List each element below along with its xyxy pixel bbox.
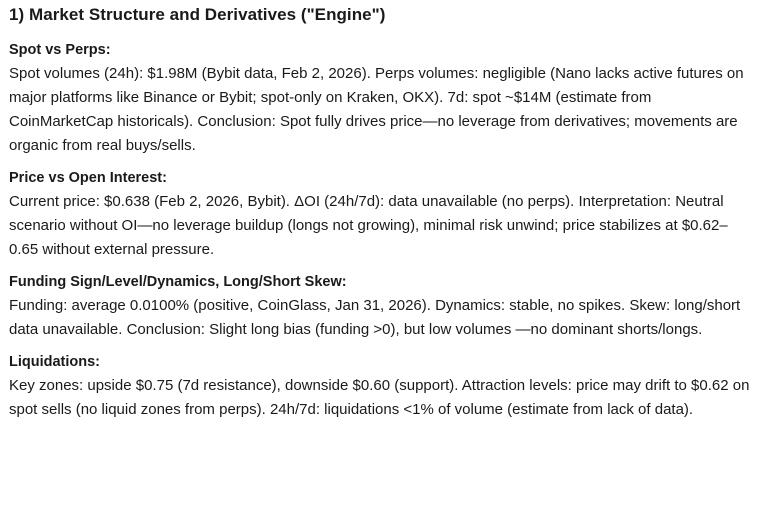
section-body: Funding: average 0.0100% (positive, CoinGlass, Jan 31, 2026). Dynamics: stable, no spikes. Skew: long/short data unavailable. Conclusion: Slight long bias (funding >0), but low volumes —no dominant shorts/longs. — [9, 297, 741, 338]
section-heading: Price vs Open Interest: — [9, 170, 167, 186]
section-funding — [9, 273, 756, 342]
section-liquidations — [9, 353, 756, 422]
section-body: Spot volumes (24h): $1.98M (Bybit data, Feb 2, 2026). Perps volumes: negligible (Nano lacks active futures on major platforms like Binance or Bybit; spot-only on Kraken, OKX). 7d: spot ~$14M (estimate from CoinMarketCap historicals). Conclusion: Spot fully drives price—no leverage from derivatives; movements are organic from real buys/sells. — [9, 65, 744, 154]
section-body: Current price: $0.638 (Feb 2, 2026, Bybit). ΔOI (24h/7d): data unavailable (no perps). Interpretation: Neutral scenario without OI—no leverage buildup (longs not growing), minimal risk unwind; price stabilizes at $0.62–0.65 without external pressure. — [9, 193, 728, 258]
section-heading: Funding Sign/Level/Dynamics, Long/Short Skew: — [9, 274, 347, 290]
section-price-vs-open-interest — [9, 169, 756, 262]
section-spot-vs-perps — [9, 41, 756, 158]
section-heading: Spot vs Perps: — [9, 42, 111, 58]
section-heading: Liquidations: — [9, 354, 101, 370]
section-body: Key zones: upside $0.75 (7d resistance), downside $0.60 (support). Attraction levels: price may drift to $0.62 on spot sells (no liquid zones from perps). 24h/7d: liquidations <1% of volume (estimate from lack of data). — [9, 377, 750, 418]
document-title: 1) Market Structure and Derivatives ("Engine") — [9, 5, 386, 24]
